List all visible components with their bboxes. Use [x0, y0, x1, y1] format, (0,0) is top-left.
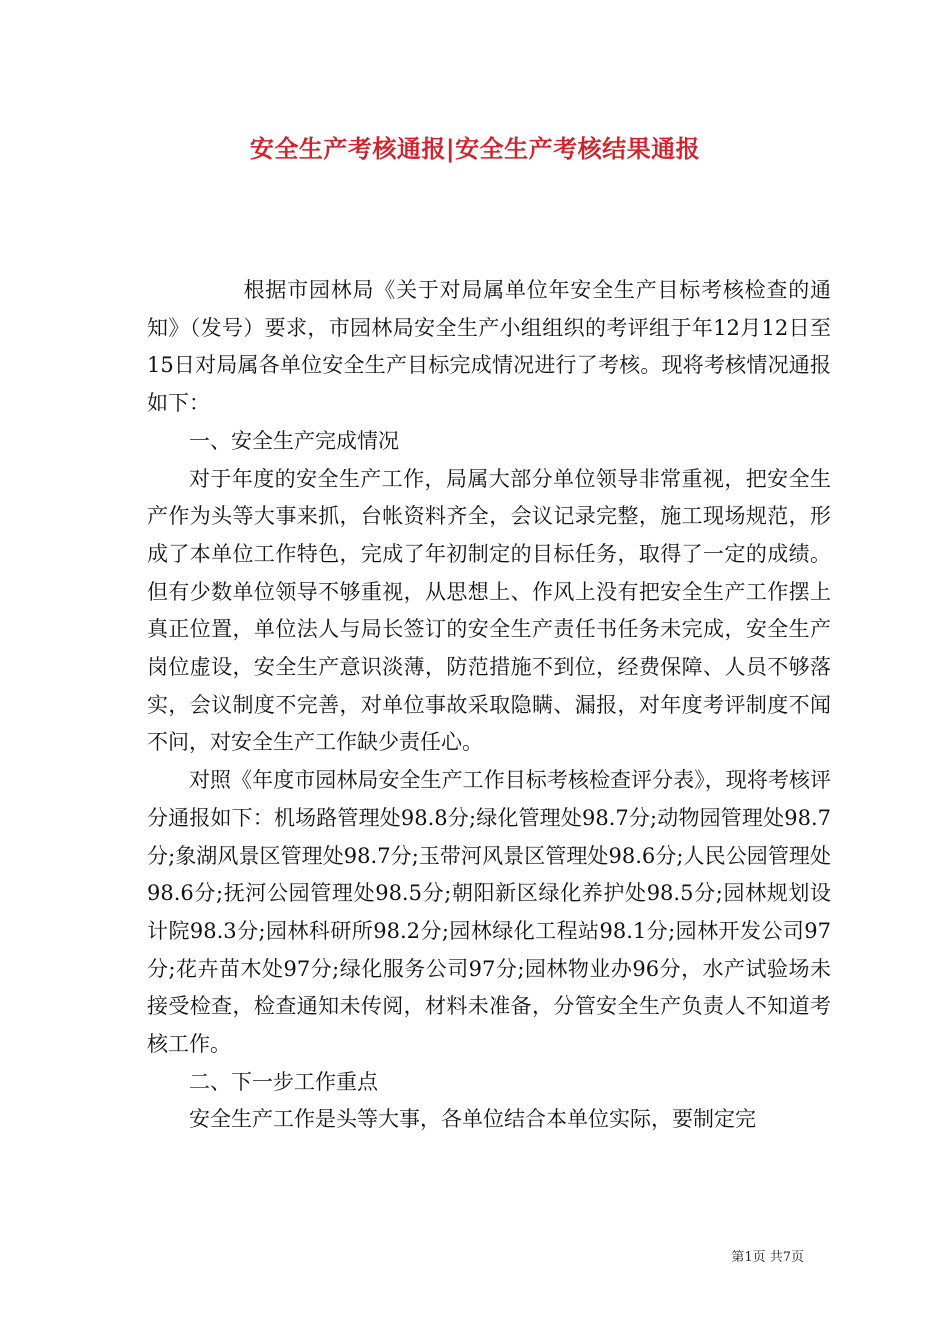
paragraph-scores: 对照《年度市园林局安全生产工作目标考核检查评分表》，现将考核评分通报如下：机场路管理处98.8分;绿化管理处98.7分;动物园管理处98.7分;象湖风景区管理处98.7分;玉带河风景区管理处98.6分;人民公园管理处98.6分;抚河公园管理处98.5分;朝阳新区绿化养护处98.5分;园林规划设计院98.3分;园林科研所98.2分;园林绿化工程站98.1分;园林开发公司97分;花卉苗木处97分;绿化服务公司97分;园林物业办96分，水产试验场未接受检查，检查通知未传阅，材料未准备，分管安全生产负责人不知道考核工作。: [147, 768, 831, 1057]
document-body: [147, 272, 831, 1139]
paragraph-completion: 对于年度的安全生产工作，局属大部分单位领导非常重视，把安全生产作为头等大事来抓，台帐资料齐全，会议记录完整，施工现场规范，形成了本单位工作特色，完成了年初制定的目标任务，取得了一定的成绩。但有少数单位领导不够重视，从思想上、作风上没有把安全生产工作摆上真正位置，单位法人与局长签订的安全生产责任书任务未完成，安全生产岗位虚设，安全生产意识淡薄，防范措施不到位，经费保障、人员不够落实，会议制度不完善，对单位事故采取隐瞒、漏报，对年度考评制度不闻不问，对安全生产工作缺少责任心。: [147, 466, 831, 755]
section-heading-2: 二、下一步工作重点: [189, 1069, 378, 1094]
page-number: 第1页 共7页: [731, 1250, 804, 1265]
document-title: 安全生产考核通报|安全生产考核结果通报: [249, 135, 701, 163]
paragraph-next-steps: 安全生产工作是头等大事，各单位结合本单位实际，要制定完: [189, 1107, 756, 1132]
paragraph-intro: 根据市园林局《关于对局属单位年安全生产目标考核检查的通知》（发号）要求，市园林局安全生产小组组织的考评组于年12月12日至15日对局属各单位安全生产目标完成情况进行了考核。现将考核情况通报如下：: [147, 278, 831, 416]
section-heading-1: 一、安全生产完成情况: [189, 428, 399, 453]
